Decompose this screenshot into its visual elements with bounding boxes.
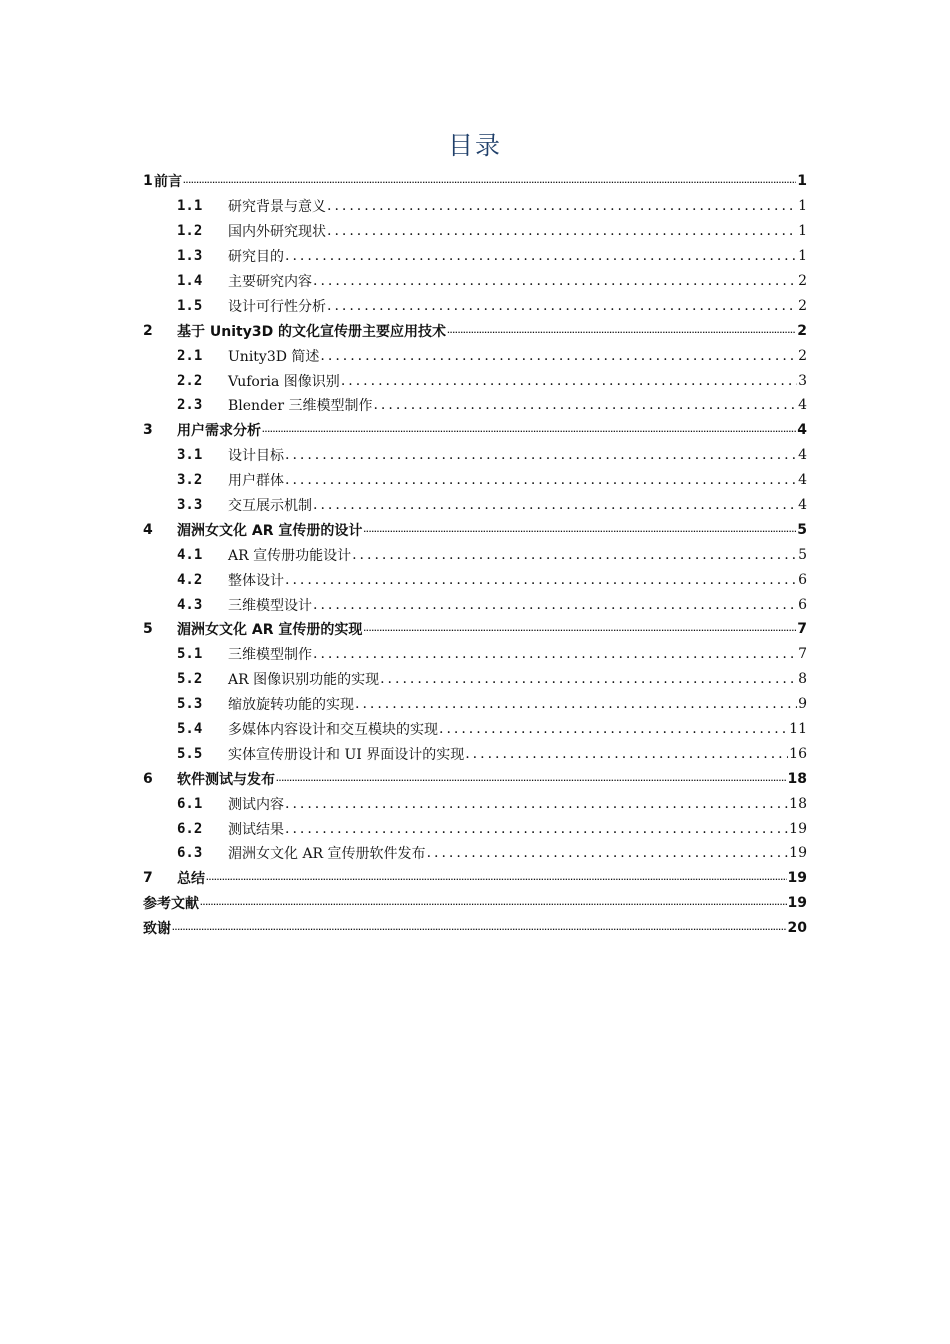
toc-section-entry[interactable] [143, 642, 807, 667]
toc-entry-label: 测试结果 [228, 821, 284, 838]
toc-page-number: 9 [798, 696, 807, 713]
toc-leader-dots [313, 645, 797, 663]
toc-entry-label: 实体宣传册设计和 UI 界面设计的实现 [228, 746, 465, 763]
toc-entry-number: 5.2 [177, 671, 203, 688]
toc-entry-number: 4.3 [177, 596, 203, 613]
toc-leader-dots [352, 546, 797, 564]
toc-entry-label: 总结 [177, 871, 205, 888]
toc-entry-number: 1 [143, 173, 153, 190]
toc-page-number: 18 [789, 795, 807, 812]
toc-page-number: 2 [797, 322, 807, 339]
toc-section-entry[interactable] [143, 791, 807, 816]
toc-page-number: 11 [789, 721, 807, 738]
toc-leader-dots [285, 247, 797, 265]
toc-page-number: 3 [798, 372, 807, 389]
toc-section-entry[interactable] [143, 841, 807, 866]
table-of-contents [143, 169, 807, 941]
toc-entry-label: 研究目的 [228, 249, 284, 266]
toc-chapter-entry[interactable] [143, 617, 807, 642]
toc-entry-number: 3.2 [177, 472, 203, 489]
toc-leader-dots [285, 571, 797, 589]
toc-entry-label: 用户群体 [228, 473, 284, 490]
toc-leader-dots [285, 795, 788, 813]
toc-section-entry[interactable] [143, 667, 807, 692]
toc-entry-number: 5 [143, 621, 153, 638]
toc-chapter-entry[interactable] [143, 766, 807, 791]
toc-entry-label: Unity3D 简述 [228, 348, 320, 365]
toc-entry-number: 6.3 [177, 845, 203, 862]
toc-entry-label: 前言 [154, 174, 182, 191]
toc-entry-number: 2.2 [177, 372, 203, 389]
toc-entry-number: 1.3 [177, 248, 203, 265]
toc-page-number: 6 [798, 596, 807, 613]
toc-entry-label: 湄洲女文化 AR 宣传册的实现 [177, 622, 363, 639]
toc-entry-number: 6 [143, 770, 153, 787]
toc-leader-dots [285, 471, 797, 489]
toc-entry-number: 6.2 [177, 820, 203, 837]
toc-entry-label: 软件测试与发布 [177, 771, 275, 788]
toc-leader-dots [276, 770, 787, 788]
toc-chapter-entry[interactable] [143, 866, 807, 891]
toc-page-number: 1 [797, 173, 807, 190]
toc-leader-dots [200, 894, 787, 912]
toc-entry-number: 4.2 [177, 571, 203, 588]
toc-leader-dots [206, 869, 787, 887]
toc-leader-dots [313, 272, 797, 290]
toc-entry-number: 4.1 [177, 546, 203, 563]
toc-page-number: 19 [789, 845, 807, 862]
toc-entry-number: 6.1 [177, 795, 203, 812]
toc-leader-dots [183, 172, 796, 190]
toc-entry-label: 国内外研究现状 [228, 224, 326, 241]
toc-leader-dots [313, 596, 797, 614]
toc-page-number: 1 [798, 198, 807, 215]
toc-entry-label: 湄洲女文化 AR 宣传册的设计 [177, 522, 363, 539]
toc-section-entry[interactable] [143, 244, 807, 269]
toc-chapter-entry[interactable] [143, 169, 807, 194]
toc-page-number: 16 [789, 745, 807, 762]
toc-entry-label: 缩放旋转功能的实现 [228, 697, 354, 714]
toc-entry-number: 2.1 [177, 347, 203, 364]
toc-page-number: 7 [797, 621, 807, 638]
toc-page-number: 4 [798, 472, 807, 489]
toc-chapter-entry[interactable] [143, 517, 807, 542]
toc-leader-dots [380, 670, 797, 688]
toc-leader-dots [363, 620, 796, 638]
toc-page-number: 6 [798, 571, 807, 588]
toc-entry-label: 基于 Unity3D 的文化宣传册主要应用技术 [177, 323, 447, 340]
toc-section-entry[interactable] [143, 567, 807, 592]
toc-chapter-entry[interactable] [143, 418, 807, 443]
toc-entry-number: 2.3 [177, 397, 203, 414]
toc-entry-label: 三维模型制作 [228, 647, 312, 664]
toc-leader-dots [439, 720, 788, 738]
toc-page-number: 19 [787, 895, 807, 912]
toc-chapter-entry[interactable] [143, 891, 807, 916]
toc-leader-dots [447, 322, 796, 340]
toc-page-number: 8 [798, 671, 807, 688]
toc-leader-dots [285, 820, 788, 838]
toc-chapter-entry[interactable] [143, 318, 807, 343]
toc-page-number: 4 [798, 397, 807, 414]
toc-entry-number: 3.3 [177, 497, 203, 514]
toc-page-number: 7 [798, 646, 807, 663]
toc-page-number: 4 [798, 497, 807, 514]
toc-leader-dots [320, 347, 797, 365]
toc-section-entry[interactable] [143, 194, 807, 219]
toc-entry-label: 设计可行性分析 [228, 298, 326, 315]
toc-page-number: 19 [789, 820, 807, 837]
toc-entry-number: 1.4 [177, 273, 203, 289]
toc-entry-label: 三维模型设计 [228, 597, 312, 614]
toc-leader-dots [262, 421, 796, 439]
toc-section-entry[interactable] [143, 542, 807, 567]
toc-page-number: 4 [797, 422, 807, 439]
toc-leader-dots [285, 446, 797, 464]
toc-chapter-entry[interactable] [143, 916, 807, 941]
toc-page-number: 2 [798, 273, 807, 289]
toc-entry-label: 致谢 [143, 921, 171, 938]
toc-section-entry[interactable] [143, 592, 807, 617]
toc-leader-dots [341, 372, 797, 390]
toc-leader-dots [327, 197, 797, 215]
toc-leader-dots [355, 695, 797, 713]
toc-leader-dots [327, 297, 797, 315]
toc-leader-dots [172, 919, 787, 937]
toc-section-entry[interactable] [143, 493, 807, 518]
toc-section-entry[interactable] [143, 368, 807, 393]
toc-page-number: 5 [797, 521, 807, 538]
toc-entry-label: 湄洲女文化 AR 宣传册软件发布 [228, 846, 426, 863]
toc-entry-label: 研究背景与意义 [228, 199, 326, 216]
toc-entry-label: 交互展示机制 [228, 498, 312, 515]
toc-entry-number: 7 [143, 870, 153, 887]
toc-page-number: 1 [798, 223, 807, 240]
toc-entry-label: 整体设计 [228, 572, 284, 589]
toc-entry-label: AR 宣传册功能设计 [228, 547, 352, 564]
toc-entry-number: 1.5 [177, 297, 203, 314]
toc-entry-label: Vuforia 图像识别 [228, 373, 340, 390]
toc-leader-dots [363, 521, 796, 539]
toc-section-entry[interactable] [143, 816, 807, 841]
toc-section-entry[interactable] [143, 741, 807, 766]
toc-entry-number: 3.1 [177, 447, 203, 464]
toc-entry-number: 1.2 [177, 223, 203, 240]
toc-page-number: 19 [787, 870, 807, 887]
toc-page-number: 1 [798, 248, 807, 265]
toc-entry-label: 参考文献 [143, 896, 199, 913]
toc-leader-dots [327, 222, 797, 240]
toc-page-number: 4 [798, 447, 807, 464]
toc-page-number: 5 [798, 546, 807, 563]
toc-entry-number: 2 [143, 322, 153, 339]
toc-title: 目录 [447, 131, 502, 160]
toc-leader-dots [373, 396, 797, 414]
toc-leader-dots [313, 496, 797, 514]
toc-section-entry[interactable] [143, 393, 807, 418]
toc-entry-number: 5.1 [177, 646, 203, 663]
toc-section-entry[interactable] [143, 692, 807, 717]
toc-entry-number: 4 [143, 521, 153, 538]
toc-entry-label: 多媒体内容设计和交互模块的实现 [228, 722, 438, 739]
toc-page-number: 2 [798, 297, 807, 314]
toc-entry-label: 用户需求分析 [177, 423, 261, 440]
toc-leader-dots [427, 844, 789, 862]
toc-section-entry[interactable] [143, 443, 807, 468]
toc-entry-number: 1.1 [177, 198, 203, 215]
toc-page-number: 18 [787, 770, 807, 787]
toc-section-entry[interactable] [143, 468, 807, 493]
toc-section-entry[interactable] [143, 269, 807, 294]
toc-entry-label: 设计目标 [228, 448, 284, 465]
toc-entry-number: 5.4 [177, 721, 203, 738]
toc-entry-label: Blender 三维模型制作 [228, 398, 373, 415]
toc-entry-number: 5.5 [177, 745, 203, 762]
toc-section-entry[interactable] [143, 717, 807, 742]
toc-page-number: 2 [798, 347, 807, 364]
toc-section-entry[interactable] [143, 293, 807, 318]
toc-entry-label: 主要研究内容 [228, 274, 312, 290]
toc-entry-label: AR 图像识别功能的实现 [228, 672, 380, 689]
toc-page-number: 20 [787, 920, 807, 937]
toc-entry-label: 测试内容 [228, 796, 284, 813]
toc-section-entry[interactable] [143, 219, 807, 244]
toc-leader-dots [465, 745, 788, 763]
toc-section-entry[interactable] [143, 343, 807, 368]
toc-entry-number: 3 [143, 422, 153, 439]
toc-entry-number: 5.3 [177, 696, 203, 713]
